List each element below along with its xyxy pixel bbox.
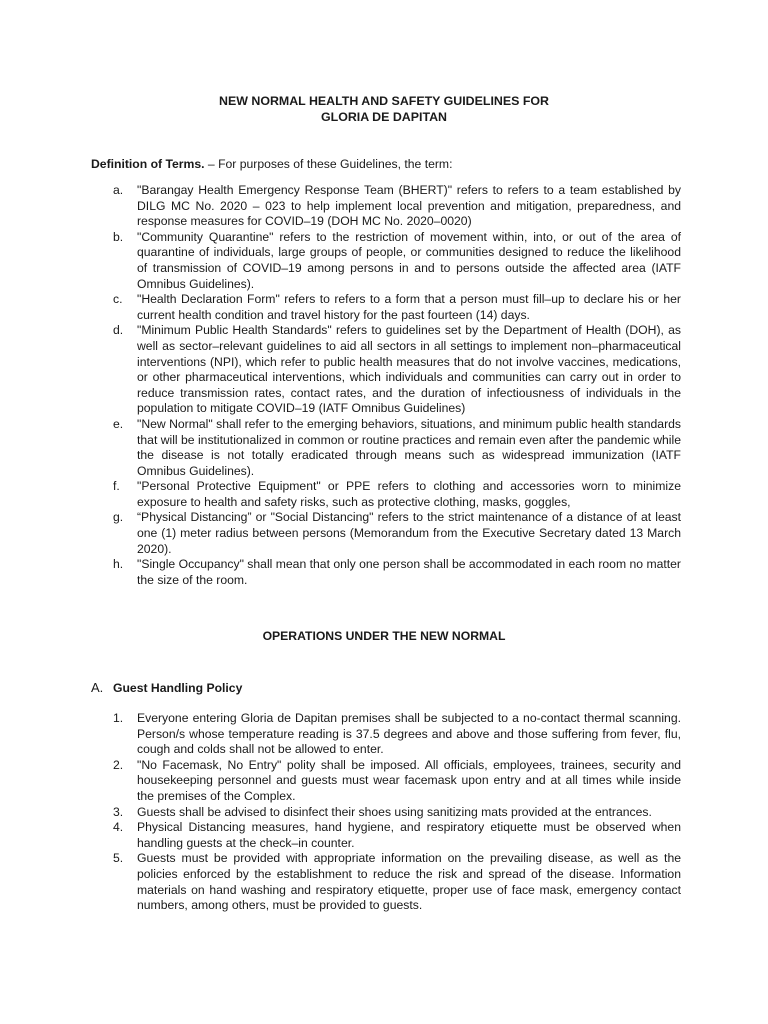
- list-marker: 1.: [113, 711, 124, 725]
- guest-policy-item: [91, 758, 681, 805]
- definitions-intro-text: – For purposes of these Guidelines, the term:: [204, 157, 453, 171]
- definition-item: [91, 230, 681, 292]
- list-marker: f.: [113, 479, 120, 494]
- list-item-text: Guests shall be advised to disinfect their shoes using sanitizing mats provided at the entrances.: [137, 804, 652, 819]
- definition-item: [91, 510, 681, 557]
- definition-item: [91, 183, 681, 230]
- subsection-title: Guest Handling Policy: [113, 681, 243, 695]
- list-marker: d.: [113, 323, 124, 338]
- title-line-1: NEW NORMAL HEALTH AND SAFETY GUIDELINES FOR: [219, 94, 549, 108]
- list-marker: b.: [113, 229, 124, 244]
- list-item-text: "New Normal" shall refer to the emerging behaviors, situations, and minimum public health standards that will be institutionalized in common or routine practices and remain even after the pandemic while the disease is not totally eradicated through means such as widespread immunization (IATF Omnibus Guidelines).: [137, 416, 681, 478]
- list-marker: 5.: [113, 851, 124, 866]
- list-marker: 3.: [113, 804, 124, 819]
- guest-policy-item: [91, 711, 681, 758]
- list-item-text: Physical Distancing measures, hand hygiene, and respiratory etiquette must be observed when handling guests at the check–in counter.: [137, 820, 681, 850]
- definition-item: [91, 417, 681, 479]
- definition-item: [91, 323, 681, 417]
- list-item-text: Guests must be provided with appropriate information on the prevailing disease, as well as the policies enforced by the establishment to reduce the risk and spread of the disease. Information materials on hand washing and respiratory etiquette, proper use of face mask, emergency contact numbers, among others, must be provided to guests.: [137, 851, 681, 913]
- section-heading: OPERATIONS UNDER THE NEW NORMAL: [262, 629, 506, 643]
- definitions-intro: [91, 157, 691, 173]
- list-item-text: “Physical Distancing” or "Social Distancing" refers to the strict maintenance of a distance of at least one (1) meter radius between persons (Memorandum from the Executive Secretary dated 13 March 2020).: [137, 510, 681, 556]
- list-item-text: Everyone entering Gloria de Dapitan premises shall be subjected to a no-contact thermal scanning. Person/s whose temperature reading is 37.5 degrees and above and those suffering from fever, flu, cough and colds shall not be allowed to enter.: [137, 711, 681, 757]
- document-title: [0, 94, 768, 125]
- list-marker: h.: [113, 557, 124, 572]
- list-marker: 4.: [113, 820, 124, 835]
- list-item-text: "Community Quarantine" refers to the restriction of movement within, into, or out of the area of quarantine of individuals, large groups of people, or communities designed to reduce the likelihood of transmission of COVID–19 among persons in and to persons outside the affected area (IATF Omnibus Guidelines).: [137, 229, 681, 291]
- list-item-text: "Health Declaration Form" refers to refers to a form that a person must fill–up to declare his or her current health condition and travel history for the past fourteen (14) days.: [137, 292, 681, 322]
- list-item-text: "Personal Protective Equipment" or PPE refers to clothing and accessories worn to minimize exposure to health and safety risks, such as protective clothing, masks, goggles,: [137, 479, 681, 509]
- list-marker: 2.: [113, 757, 124, 772]
- list-item-text: "No Facemask, No Entry" polity shall be imposed. All officials, employees, trainees, security and housekeeping personnel and guests must wear facemask upon entry and at all times while inside the premises of the Complex.: [137, 757, 681, 803]
- guest-policy-item: [91, 820, 681, 851]
- list-marker: e.: [113, 416, 124, 431]
- definition-item: [91, 557, 681, 588]
- list-item-text: "Minimum Public Health Standards" refers to guidelines set by the Department of Health (DOH), as well as sector–relevant guidelines to aid all sectors in all settings to implement non–pharmaceutical interventions (NPI), which refer to public health measures that do not involve vaccines, medications, or other pharmaceutical interventions, which individuals and communities can carry out in order to reduce transmission rates, contact rates, and the duration of infectiousness of individuals in the population to mitigate COVID–19 (IATF Omnibus Guidelines): [137, 323, 681, 416]
- list-marker: a.: [113, 183, 124, 197]
- list-item-text: "Single Occupancy" shall mean that only one person shall be accommodated in each room no matter the size of the room.: [137, 557, 681, 587]
- subsection-heading: [91, 680, 491, 697]
- guest-policy-list: [91, 711, 681, 914]
- definitions-term-label: Definition of Terms.: [91, 157, 205, 171]
- title-line-2: GLORIA DE DAPITAN: [321, 109, 447, 124]
- list-item-text: "Barangay Health Emergency Response Team (BHERT)" refers to refers to a team established by DILG MC No. 2020 – 023 to help implement local prevention and mitigation, preparedness, and response measures for COVID–19 (DOH MC No. 2020–0020): [137, 183, 681, 229]
- definition-item: [91, 292, 681, 323]
- definition-item: [91, 479, 681, 510]
- list-marker: g.: [113, 510, 124, 525]
- guest-policy-item: [91, 805, 681, 821]
- list-marker: c.: [113, 292, 123, 307]
- definitions-list: [91, 183, 681, 588]
- subsection-letter: A.: [91, 680, 104, 695]
- guest-policy-item: [91, 851, 681, 913]
